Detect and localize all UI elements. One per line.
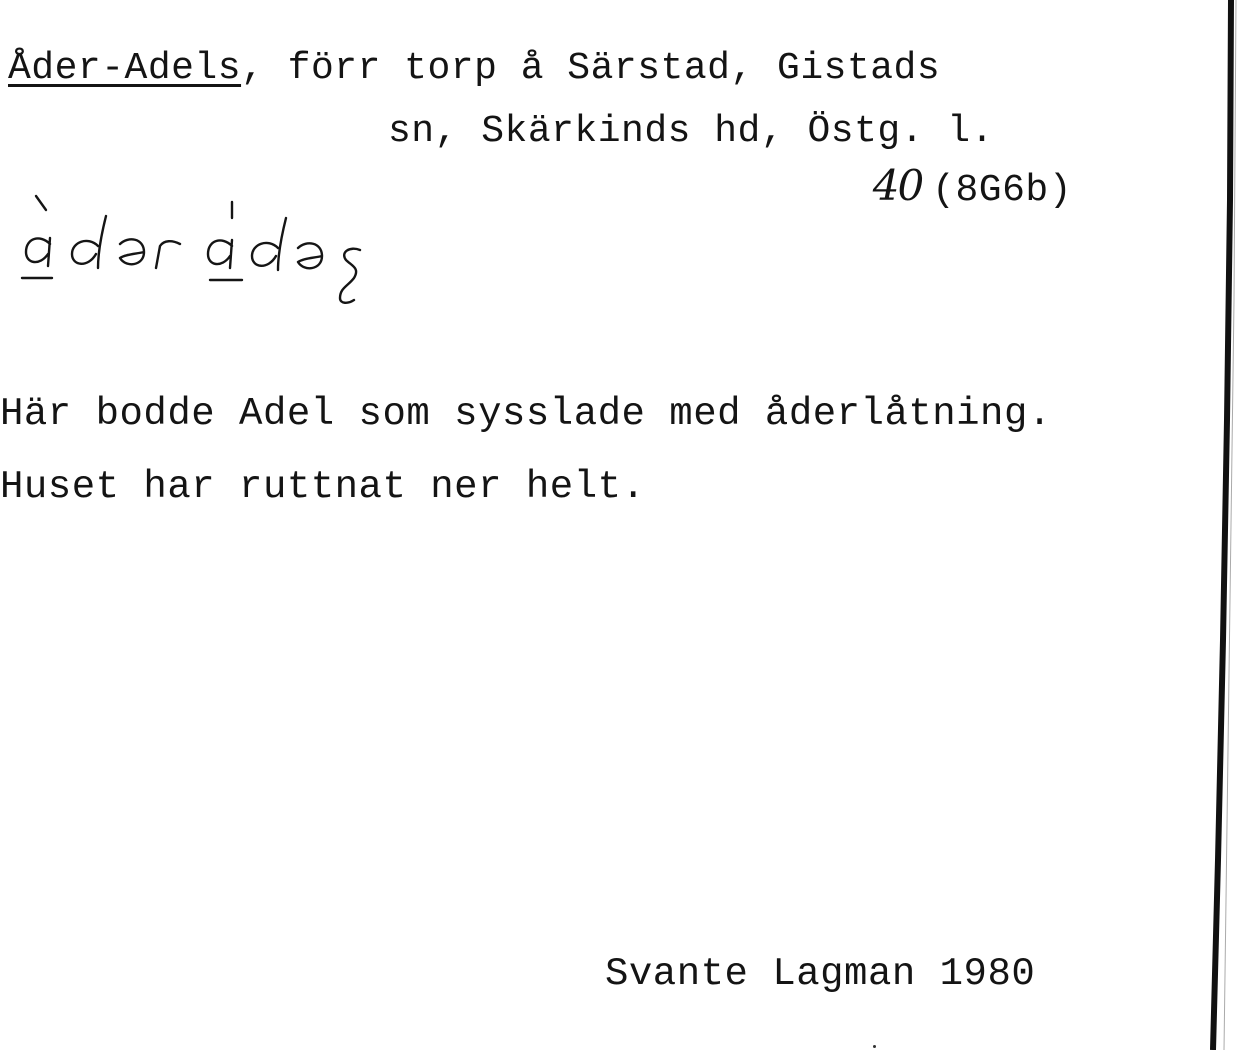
handwritten-phonetic-transcription	[10, 188, 390, 310]
body-text-line-1: Här bodde Adel som sysslade med åderlåtning.	[0, 392, 1052, 436]
entry-header	[8, 47, 941, 90]
handwritten-reference-number: 40	[872, 161, 923, 210]
card-edge-border	[1196, 0, 1242, 1050]
headword-description: , förr torp å Särstad, Gistads	[241, 47, 941, 90]
location-line: sn, Skärkinds hd, Östg. l.	[388, 110, 994, 153]
body-text-line-2: Huset har ruttnat ner helt.	[0, 465, 646, 509]
reference-line	[872, 161, 1072, 212]
reference-code: (8G6b)	[932, 169, 1072, 212]
scan-speck	[873, 1045, 876, 1048]
headword: Åder-Adels	[8, 47, 242, 90]
signature: Svante Lagman 1980	[605, 952, 1036, 996]
